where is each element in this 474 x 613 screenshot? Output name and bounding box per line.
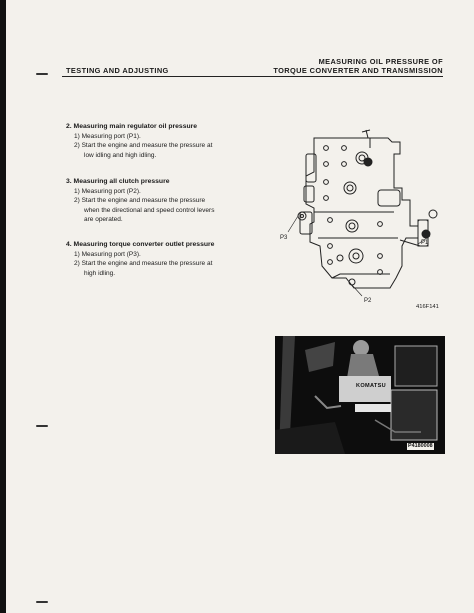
header-left: TESTING AND ADJUSTING (66, 66, 169, 75)
step-item: 2) Start the engine and measure the pressure at low idling and high idling. (74, 142, 213, 159)
binding-mark (36, 73, 48, 75)
section-converter-outlet (66, 240, 276, 278)
step-item: 2) Start the engine and measure the pressure when the directional and speed control levers are operated. (74, 197, 215, 224)
section-title: 4. Measuring torque converter outlet pressure (66, 241, 215, 248)
section-all-clutch (66, 177, 276, 225)
step-item: 2) Start the engine and measure the pressure at high idling. (74, 260, 213, 277)
photo-id: P4180008 (408, 443, 433, 449)
binding-mark (36, 601, 48, 603)
scan-edge (0, 0, 6, 613)
figure-ref: 416F141 (416, 304, 439, 310)
header-rule (62, 76, 443, 77)
brand-label: KOMATSU (356, 383, 386, 389)
port-label-p3: P3 (280, 235, 288, 241)
header-right-line2: TORQUE CONVERTER AND TRANSMISSION (273, 66, 443, 75)
port-label-p1: P1 (421, 240, 429, 246)
port-label-p2: P2 (364, 298, 372, 304)
section-title: 2. Measuring main regulator oil pressure (66, 123, 198, 130)
valve-diagram (270, 128, 446, 318)
header-right-line1: MEASURING OIL PRESSURE OF (318, 57, 443, 66)
step-item: 1) Measuring port (P3). (74, 250, 141, 258)
section-title: 3. Measuring all clutch pressure (66, 178, 170, 185)
section-main-regulator (66, 122, 276, 160)
photo-scene (275, 336, 445, 454)
step-item: 1) Measuring port (P1). (74, 132, 141, 140)
binding-mark (36, 425, 48, 427)
step-item: 1) Measuring port (P2). (74, 187, 141, 195)
engine-photo (275, 336, 445, 454)
